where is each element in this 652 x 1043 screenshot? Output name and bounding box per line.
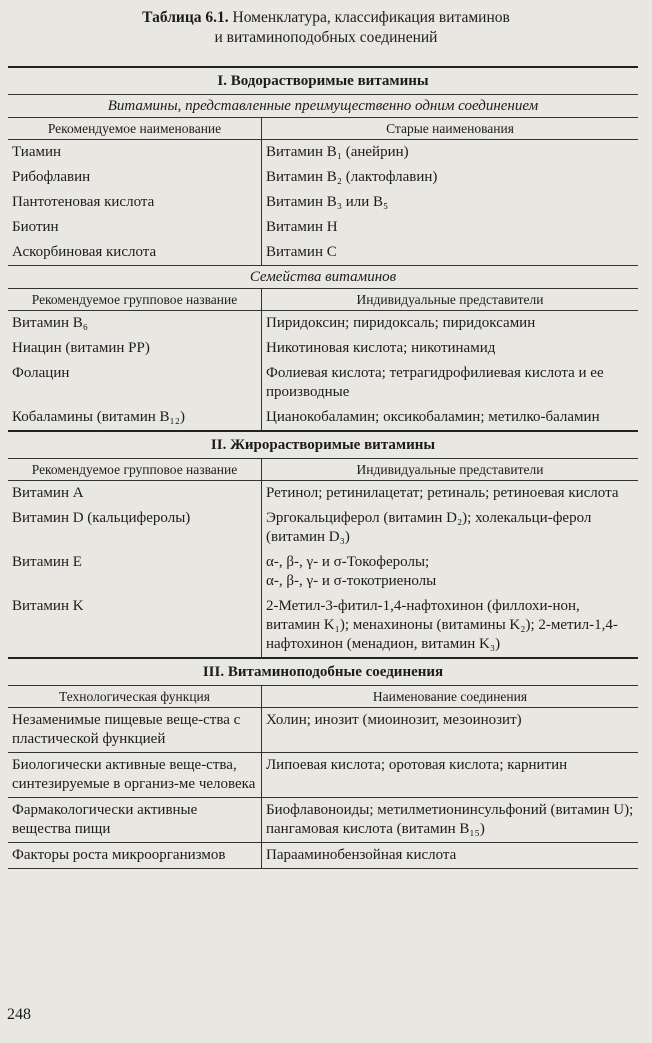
column-header-left: Рекомендуемое наименование (8, 118, 262, 140)
column-header-left: Технологическая функция (8, 686, 262, 708)
section2-title: II. Жирорастворимые витамины (8, 431, 638, 459)
column-header-row (8, 118, 638, 140)
table-row (8, 190, 638, 215)
function-name: Факторы роста микроорганизмов (8, 843, 262, 869)
column-header-row (8, 686, 638, 708)
section3-title: III. Витаминоподобные соединения (8, 658, 638, 686)
compound-name: Биофлавоноиды; метилметионинсульфоний (витамин U); пангамовая кислота (витамин B₁₅) (262, 798, 639, 843)
column-header-left: Рекомендуемое групповое название (8, 459, 262, 481)
vitamin-name: Пантотеновая кислота (8, 190, 262, 215)
old-name: Витамин B₂ (лактофлавин) (266, 169, 438, 185)
table-row (8, 506, 638, 550)
subsection-heading (8, 95, 638, 118)
table-row (8, 140, 638, 166)
vitamin-name: Витамин E (8, 550, 262, 594)
vitamin-table (8, 66, 638, 869)
section1-title: I. Водорастворимые витамины (8, 67, 638, 95)
column-header-left: Рекомендуемое групповое название (8, 289, 262, 311)
vitamin-name: Рибофлавин (8, 165, 262, 190)
members-line: α-, β-, γ- и σ-Токоферолы; (266, 554, 430, 570)
column-header-right: Индивидуальные представители (262, 459, 639, 481)
old-name: Витамин C (262, 240, 639, 266)
members: Фолиевая кислота; тетрагидрофилиевая кислота и ее производные (266, 365, 604, 400)
column-header-right: Индивидуальные представители (262, 289, 639, 311)
page-number: 248 (7, 1006, 31, 1023)
vitamin-name: Биотин (8, 215, 262, 240)
section-heading (8, 431, 638, 459)
old-name: Витамин B₃ или B₅ (266, 194, 389, 210)
table-row (8, 594, 638, 658)
column-header-right: Старые наименования (262, 118, 639, 140)
vitamin-name: Витамин D (кальциферолы) (8, 506, 262, 550)
vitamin-name: Кобаламины (витамин B₁₂) (8, 405, 262, 431)
column-header-right: Наименование соединения (262, 686, 639, 708)
section-heading (8, 658, 638, 686)
table-row (8, 798, 638, 843)
members: Никотиновая кислота; никотинамид (266, 340, 496, 356)
members-line: α-, β-, γ- и σ-токотриенолы (266, 573, 437, 589)
column-header-row (8, 459, 638, 481)
function-name: Фармакологически активные вещества пищи (8, 798, 262, 843)
table-row (8, 550, 638, 594)
subsection-heading (8, 266, 638, 289)
table-caption (0, 8, 652, 48)
members: 2-Метил-3-фитил-1,4-нафтохинон (филлохи-нон, витамин K₁); менахиноны (витамины K₂); 2-метил-1,4-нафтохинон (менадион, витамин K₃) (266, 598, 618, 652)
vitamin-name: Витамин K (8, 594, 262, 658)
function-name: Биологически активные веще-ства, синтезируемые в организ-ме человека (8, 753, 262, 798)
table-row (8, 336, 638, 361)
section-heading (8, 67, 638, 95)
members: Эргокальциферол (витамин D₂); холекальци-ферол (витамин D₃) (266, 510, 592, 545)
table-row (8, 843, 638, 869)
old-name: Витамин B₁ (анейрин) (266, 144, 409, 160)
vitamin-name: Аскорбиновая кислота (8, 240, 262, 266)
table-row (8, 240, 638, 266)
vitamin-name: Ниацин (витамин PP) (8, 336, 262, 361)
caption-label: Таблица 6.1. (142, 9, 229, 26)
vitamin-name: Витамин A (8, 481, 262, 507)
caption-text: Номенклатура, классификация витаминов (232, 9, 510, 26)
table-row (8, 708, 638, 753)
table-row (8, 311, 638, 337)
table-row (8, 405, 638, 431)
table-row (8, 361, 638, 405)
group1-subtitle: Витамины, представленные преимущественно одним соединением (8, 95, 638, 118)
vitamin-name: Тиамин (8, 140, 262, 166)
column-header-row (8, 289, 638, 311)
vitamin-name: Витамин B₆ (8, 311, 262, 337)
members (262, 550, 639, 594)
group2-subtitle: Семейства витаминов (8, 266, 638, 289)
members: Пиридоксин; пиридоксаль; пиридоксамин (266, 315, 536, 331)
vitamin-name: Фолацин (8, 361, 262, 405)
compound-name: Холин; инозит (миоинозит, мезоинозит) (262, 708, 639, 753)
table-row (8, 165, 638, 190)
table-row (8, 481, 638, 507)
members: Цианокобаламин; оксикобаламин; метилко-баламин (266, 409, 600, 425)
compound-name: Липоевая кислота; оротовая кислота; карнитин (262, 753, 639, 798)
members: Ретинол; ретинилацетат; ретиналь; ретиноевая кислота (266, 485, 619, 501)
compound-name: Парааминобензойная кислота (262, 843, 639, 869)
function-name: Незаменимые пищевые веще-ства с пластической функцией (8, 708, 262, 753)
table-row (8, 753, 638, 798)
caption-line2: и витаминоподобных соединений (214, 29, 438, 46)
old-name: Витамин H (266, 219, 338, 235)
table-row (8, 215, 638, 240)
